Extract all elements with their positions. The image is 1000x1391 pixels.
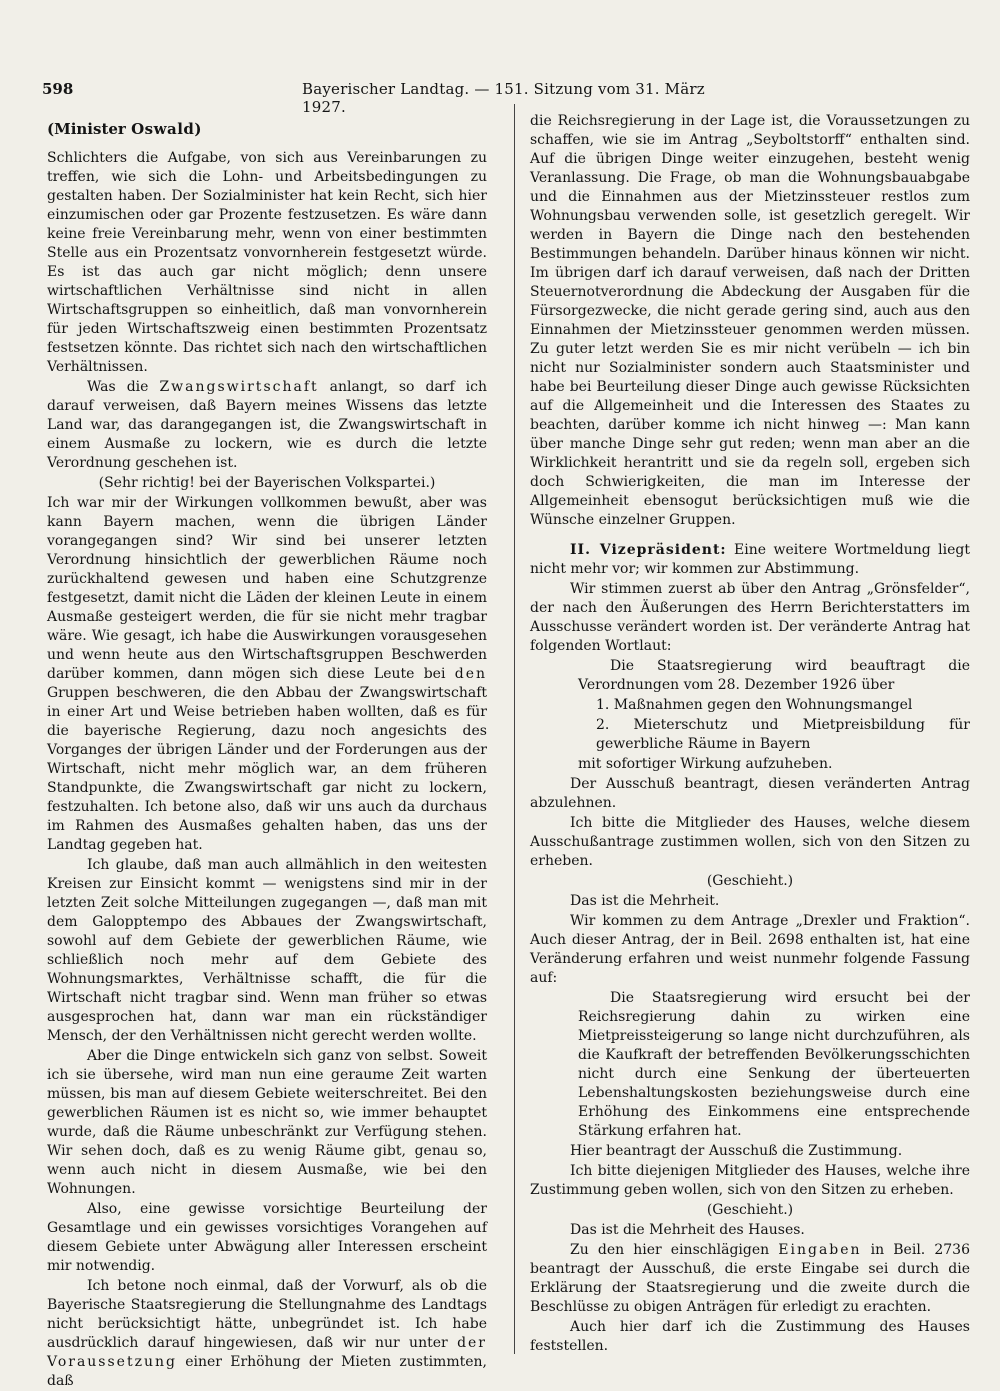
- paragraph: Wir kommen zu dem Antrage „Drexler und Fraktion“. Auch dieser Antrag, der in Beil. 2698 enthalten ist, hat eine Veränderung erfahren und weist nunmehr folgende Fassung auf:: [530, 913, 970, 986]
- text-span: Was die: [87, 379, 149, 395]
- paragraph: Das ist die Mehrheit des Hauses.: [570, 1222, 805, 1238]
- paragraph: [47, 494, 487, 855]
- speaker-name: II. Vizepräsident:: [570, 542, 727, 558]
- quote-text: Die Staatsregierung wird ersucht bei der Reichsregierung dahin zu wirken eine Mietpreissteigerung so lange nicht durchzuführen, als die Kaufkraft der betreffenden Bevölkerungsschichten nicht durch eine Senkung der überteuerten Lebenshaltungskosten beziehungsweise durch eine Erhöhung des Einkommens eine entsprechende Stärkung erfahren hat.: [578, 990, 970, 1139]
- quote-text: Die Staatsregierung wird beauftragt die Verordnungen vom 28. Dezember 1926 über: [578, 658, 970, 693]
- paragraph: [530, 1241, 970, 1317]
- speaker-tag: [47, 120, 487, 139]
- speaker-tag-prefix: (Minister: [47, 120, 126, 138]
- text-span: Eine weitere Wortmeldung liegt nicht mehr vor; wir kommen zur Abstimmung.: [530, 542, 970, 577]
- column-divider: [514, 104, 515, 1354]
- page-header: [42, 80, 736, 116]
- motion-quote: [578, 657, 970, 774]
- paragraph: Hier beantragt der Ausschuß die Zustimmung.: [570, 1143, 903, 1159]
- text-span: in Beil. 2736 beantragt der Ausschuß, die erste Eingabe sei durch die Erklärung der Staatsregierung und die zweite durch die Beschlüsse zu obigen Anträgen für erledigt zu erachten.: [530, 1242, 970, 1315]
- spaced-emphasis: den: [454, 666, 487, 682]
- page-number: 598: [42, 80, 74, 98]
- list-item: 2. Mieterschutz und Mietpreisbildung für gewerbliche Räume in Bayern: [596, 717, 970, 752]
- paragraph: Ich bitte die Mitglieder des Hauses, welche diesem Ausschußantrage zustimmen wollen, sich von den Sitzen zu erheben.: [530, 815, 970, 869]
- paragraph: die Reichsregierung in der Lage ist, die Voraussetzungen zu schaffen, wie sie im Antrag „Seyboltstorff“ enthalten sind. Auf die übrigen Dinge weiter einzugehen, besteht wenig Veranlassung. Die Frage, ob man die Wohnungsbauabgabe und die Einnahmen aus der Mietzinssteuer restlos zum Wohnungsbau verwenden solle, ist gesetzlich geregelt. Wir werden in Bayern die Dinge nach den bestehenden Bestimmungen behandeln. Darüber hinaus können wir nicht. Im übrigen darf ich darauf verweisen, daß nach der Dritten Steuernotverordnung die Abdeckung der Ausgaben für die Fürsorgezwecke, die nicht gerade gering sind, auch aus den Einnahmen der Mietzinssteuer genommen werden müssen. Zu guter letzt werden Sie es mir nicht verübeln — ich bin nicht nur Sozialminister sondern auch Staatsminister und habe bei Beurteilung dieser Dinge auch gewisse Rücksichten auf die Allgemeinheit und die Interessen des Staates zu beachten, darüber komme ich nicht hinweg —: Man kann über manche Dinge sehr gut reden; wenn man aber an die Wirklichkeit herantritt und sie da regeln soll, ergeben sich doch Schwierigkeiten, die man im Interesse der Allgemeinheit ebensogut berücksichtigen muß wie die Wünsche einzelner Gruppen.: [530, 113, 970, 528]
- paragraph: Also, eine gewisse vorsichtige Beurteilung der Gesamtlage und ein gewisses vorsichtiges Vorangehen auf diesem Gebiete unter Abwägung aller Interessen erscheint mir notwendig.: [47, 1201, 487, 1274]
- paragraph: Ich bitte diejenigen Mitglieder des Hauses, welche ihre Zustimmung geben wollen, sich von den Sitzen zu erheben.: [530, 1163, 970, 1198]
- text-span: einer Erhöhung der Mieten zustimmten, daß: [47, 1354, 487, 1389]
- paragraph: Aber die Dinge entwickeln sich ganz von selbst. Soweit ich sie übersehe, wird man nun eine geraume Zeit warten müssen, bis man auf diesem Gebiete weiterschreitet. Bei den gewerblichen Räumen ist es nicht so, wie immer behauptet wurde, daß die Räume unbeschränkt zur Verfügung stehen. Wir sehen doch, daß es zu wenig Räume gibt, genau so, wenn auch nicht in diesem Ausmaße, wie bei den Wohnungen.: [47, 1048, 487, 1197]
- spacer: [530, 531, 970, 541]
- text-span: Gruppen beschweren, die den Abbau der Zwangswirtschaft in einer Art und Weise betrieben haben wollten, daß es für die bayerische Regierung, dazu noch angesichts des Vorganges der übrigen Länder und der Forderungen aus der Wirtschaft, nicht mehr möglich war, an dem früheren Standpunkte, die Zwangswirtschaft gar nicht zu lockern, festzuhalten. Ich betone also, daß wir uns auch da durchaus im Rahmen des Ausmaßes gehalten haben, das uns der Landtag gegeben hat.: [47, 685, 487, 853]
- motion-quote: [578, 989, 970, 1141]
- paragraph: Der Ausschuß beantragt, diesen veränderten Antrag abzulehnen.: [530, 776, 970, 811]
- text-span: anlangt, so darf ich darauf verweisen, daß Bayern meines Wissens das letzte Land war, das darangegangen ist, die Zwangswirtschaft in einem Ausmaße zu lockern, wie es durch die letzte Verordnung geschehen ist.: [47, 379, 487, 471]
- running-title: Bayerischer Landtag. — 151. Sitzung vom 31. März 1927.: [302, 80, 705, 116]
- right-column: [530, 112, 970, 1352]
- stage-direction: (Geschieht.): [706, 873, 794, 889]
- paragraph: Wir stimmen zuerst ab über den Antrag „Grönsfelder“, der nach den Äußerungen des Herrn Berichterstatters im Ausschusse verändert worden ist. Der veränderte Antrag hat folgenden Wortlaut:: [530, 581, 970, 654]
- speaker-tag-name: Oswald): [131, 120, 202, 138]
- interjection: (Sehr richtig! bei der Bayerischen Volkspartei.): [98, 475, 436, 491]
- spaced-emphasis: der Voraussetzung: [47, 1335, 488, 1370]
- text-span: Ich war mir der Wirkungen vollkommen bewußt, aber was kann Bayern machen, wenn die übrigen Länder vorangegangen sind? Wir sind bei unserer letzten Verordnung hinsichtlich der gewerblichen Räume noch zurückhaltend gewesen und haben eine Schutzgrenze festgesetzt, damit nicht die Läden der kleinen Leute in einem Ausmaße gesteigert werden, die für sie nicht mehr tragbar wäre. Wie gesagt, ich habe die Auswirkungen vorausgesehen und wenn heute aus den Wirtschaftsgruppen Beschwerden darüber kommen, dann mögen sich diese Leute bei: [47, 495, 487, 682]
- left-column: [47, 112, 488, 1389]
- paragraph: Das ist die Mehrheit.: [570, 893, 720, 909]
- paragraph: [530, 541, 970, 579]
- paragraph: [47, 378, 487, 473]
- text-span: Zu den hier einschlägigen: [570, 1242, 770, 1258]
- stage-direction: (Geschieht.): [706, 1202, 794, 1218]
- paragraph: Ich glaube, daß man auch allmählich in den weitesten Kreisen zur Einsicht kommt — wenigstens sind mir in der letzten Zeit solche Mitteilungen zugegangen —, daß man mit dem Galopptempo des Abbaues der Zwangswirtschaft, sowohl auf dem Gebiete der gewerblichen Räume, wie schließlich noch mehr auf dem Gebiete des Wohnungsmarktes, Verhältnisse schafft, die für die Wirtschaft nicht tragbar sind. Wenn man früher so etwas ausgesprochen hat, dann war man ein rückständiger Mensch, der den Verhältnissen nicht gerecht werden wollte.: [47, 857, 487, 1044]
- paragraph: Auch hier darf ich die Zustimmung des Hauses feststellen.: [530, 1319, 970, 1354]
- text-span: Ich betone noch einmal, daß der Vorwurf, als ob die Bayerische Staatsregierung die Stellungnahme des Landtags nicht berücksichtigt hätte, unbegründet ist. Ich habe ausdrücklich darauf hingewiesen, daß wir nur unter: [47, 1278, 487, 1351]
- spaced-emphasis: Eingaben: [778, 1242, 862, 1258]
- list-item: 1. Maßnahmen gegen den Wohnungsmangel: [596, 697, 913, 713]
- paragraph: [47, 1277, 487, 1391]
- paragraph: Schlichters die Aufgabe, von sich aus Vereinbarungen zu treffen, wie sich die Lohn- und Arbeitsbedingungen zu gestalten haben. Der Sozialminister hat kein Recht, sich hier einzumischen oder gar Prozente festzusetzen. Es wäre dann keine freie Vereinbarung mehr, wenn von einer bestimmten Stelle aus ein Prozentsatz vonvornherein festgesetzt würde. Es ist das auch gar nicht möglich; denn unsere wirtschaftlichen Verhältnisse sind nicht in allen Wirtschaftsgruppen so einheitlich, daß man vonvornherein für jeden Wirtschaftszweig einen bestimmten Prozentsatz festsetzen könnte. Das richtet sich nach den wirtschaftlichen Verhältnissen.: [47, 150, 487, 375]
- quote-text: mit sofortiger Wirkung aufzuheben.: [578, 756, 833, 772]
- spaced-emphasis: Zwangswirtschaft: [159, 379, 319, 395]
